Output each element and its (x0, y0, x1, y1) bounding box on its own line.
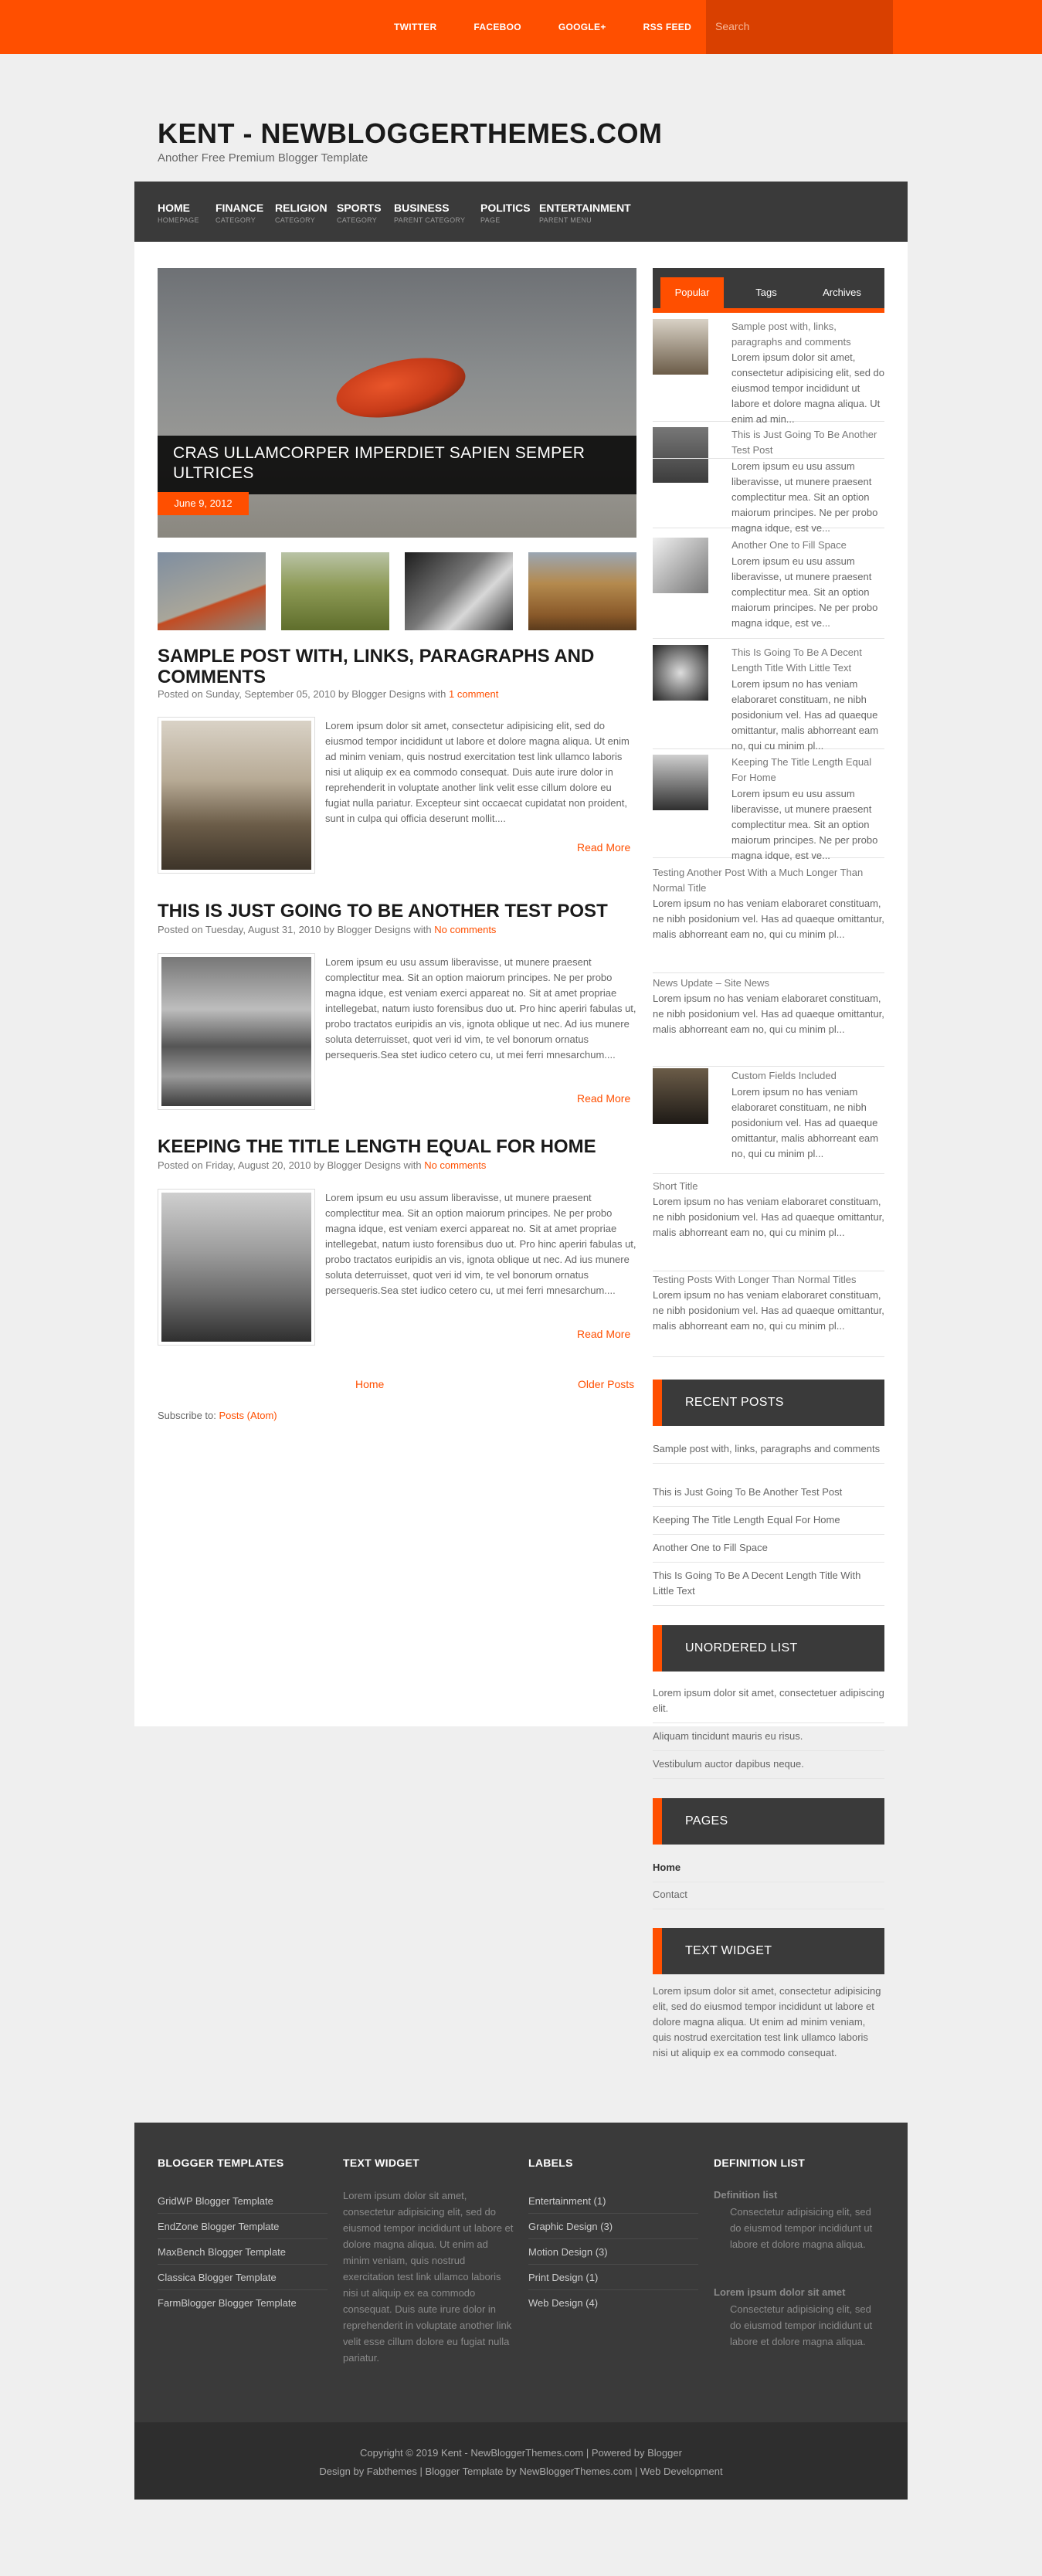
definition-desc-2: Consectetur adipisicing elit, sed do eiusmod tempor incididunt ut labore et dolore magna aliqua. (730, 2303, 873, 2347)
slider-image (331, 348, 471, 428)
definition-desc-1: Consectetur adipisicing elit, sed do eiusmod tempor incididunt ut labore et dolore magna aliqua. (730, 2206, 873, 2250)
footer-template-link-5[interactable]: FarmBlogger Blogger Template (158, 2297, 297, 2309)
menu-item-politics[interactable]: POLITICS PAGE (480, 202, 531, 224)
popular-item-7[interactable]: News Update – Site News Lorem ipsum no has veniam elaboraret constituam, ne nibh posidonium vel. Has ad quaeque omittantur, malis abhorreant eam no, qui cu minim pl... (653, 976, 884, 1067)
atom-feed-link[interactable]: Posts (Atom) (219, 1410, 277, 1421)
unordered-list-item-1: Lorem ipsum dolor sit amet, consectetuer adipiscing elit. (653, 1685, 884, 1723)
footer-template-link-2[interactable]: EndZone Blogger Template (158, 2221, 328, 2239)
footer-col1-title: BLOGGER TEMPLATES (158, 2157, 284, 2169)
slider-thumb-1[interactable] (158, 552, 266, 630)
popular-item-5[interactable]: Keeping The Title Length Equal For Home (731, 756, 872, 783)
site-title[interactable]: KENT - NEWBLOGGERTHEMES.COM (158, 117, 663, 149)
post-meta-3: Posted on Friday, August 20, 2010 by Blogger Designs with No comments (158, 1159, 487, 1171)
post-meta-2: Posted on Tuesday, August 31, 2010 by Blogger Designs with No comments (158, 924, 497, 935)
footer-col4-title: DEFINITION LIST (714, 2157, 806, 2169)
subscribe-links: Subscribe to: Posts (Atom) (158, 1410, 277, 1421)
read-more-3[interactable]: Read More (577, 1328, 631, 1340)
unordered-list-heading: UNORDERED LIST (653, 1625, 884, 1672)
twitter-link[interactable]: TWITTER (394, 22, 437, 32)
popular-item-2[interactable]: This is Just Going To Be Another Test Post (653, 427, 884, 459)
text-widget-heading: TEXT WIDGET (653, 1928, 884, 1974)
popular-text-4: Lorem ipsum no has veniam elaboraret constituam, ne nibh posidonium vel. Has ad quaeque omittantur, malis abhorreant eam no, qui cu minim pl... (653, 677, 884, 749)
text-widget-body: Lorem ipsum dolor sit amet, consectetur adipisicing elit, sed do eiusmod tempor incididunt ut labore et dolore magna aliqua. Ut enim ad minim veniam, quis nostrud exercitation test link ullamco laboris nisi ut aliquip ex ea commodo consequat. (653, 1985, 881, 2058)
unordered-list-item-2: Aliquam tincidunt mauris eu risus. (653, 1729, 884, 1751)
popular-text-3: Lorem ipsum eu usu assum liberavisse, ut munere praesent complectitur mea. Sit an option maiorum principes. Ne per probo magna idque, est ve... (653, 554, 884, 639)
post-title-3[interactable]: KEEPING THE TITLE LENGTH EQUAL FOR HOME (158, 1136, 596, 1157)
comments-link-1[interactable]: 1 comment (449, 688, 499, 700)
read-more-1[interactable]: Read More (577, 841, 631, 854)
footer-label-link-3[interactable]: Motion Design (3) (528, 2246, 698, 2265)
slider-thumb-2[interactable] (281, 552, 389, 630)
slider-thumb-4[interactable] (528, 552, 636, 630)
menu-item-entertainment[interactable]: ENTERTAINMENT PARENT MENU (539, 202, 631, 224)
site-description: Another Free Premium Blogger Template (158, 151, 368, 165)
definition-term-1: Definition list (714, 2189, 778, 2201)
recent-post-link-1[interactable]: Sample post with, links, paragraphs and comments (653, 1441, 884, 1464)
footer-template-link-3[interactable]: MaxBench Blogger Template (158, 2246, 328, 2265)
popular-item-1[interactable]: Sample post with, links, paragraphs and comments (653, 319, 884, 422)
popular-text-2: Lorem ipsum eu usu assum liberavisse, ut munere praesent complectitur mea. Sit an option maiorum principes. Ne per probo magna idque, est ve... (653, 459, 884, 528)
footer-label-link-2[interactable]: Graphic Design (3) (528, 2221, 698, 2239)
sidebar-tabs (653, 268, 884, 313)
facebook-link[interactable]: FACEBOO (473, 22, 521, 32)
slider-thumb-3[interactable] (405, 552, 513, 630)
post-image-2[interactable] (158, 953, 315, 1110)
social-nav (394, 0, 728, 54)
tab-archives[interactable]: Archives (823, 287, 861, 298)
read-more-2[interactable]: Read More (577, 1092, 631, 1105)
recent-posts-heading: RECENT POSTS (653, 1380, 884, 1426)
slider-date: June 9, 2012 (158, 492, 249, 515)
main-menu (134, 182, 908, 242)
footer-label-link-5[interactable]: Web Design (4) (528, 2297, 599, 2309)
menu-item-religion[interactable]: RELIGION CATEGORY (275, 202, 328, 224)
slider-caption[interactable]: CRAS ULLAMCORPER IMPERDIET SAPIEN SEMPER ULTRICES (158, 436, 636, 494)
post-excerpt-1: Lorem ipsum dolor sit amet, consectetur adipisicing elit, sed do eiusmod tempor incididunt ut labore et dolore magna aliqua. Ut enim ad minim veniam, quis nostrud exercitation test link ullamco laboris nisi ut aliquip ex ea commodo consequat. Duis aute irure dolor in reprehenderit in voluptate another link velit esse cillum dolore eu fugiat nulla pariatur. Excepteur sint occaecat cupidatat non proident, sunt in culpa qui officia deserunt mollit.... (325, 720, 630, 824)
post-title-2[interactable]: THIS IS JUST GOING TO BE ANOTHER TEST POST (158, 901, 608, 921)
footer-label-link-1[interactable]: Entertainment (1) (528, 2195, 698, 2214)
popular-text-5: Lorem ipsum eu usu assum liberavisse, ut munere praesent complectitur mea. Sit an option maiorum principes. Ne per probo magna idque, est ve... (653, 786, 884, 858)
footer-text-widget: Lorem ipsum dolor sit amet, consectetur adipisicing elit, sed do eiusmod tempor incididunt ut labore et dolore magna aliqua. Ut enim ad minim veniam, quis nostrud exercitation test link ullamco laboris nisi ut aliquip ex ea commodo consequat. Duis aute irure dolor in reprehenderit in voluptate another link velit esse cillum dolore eu fugiat nulla pariatur. (343, 2190, 514, 2364)
post-image-1[interactable] (158, 717, 315, 874)
footer-template-link-4[interactable]: Classica Blogger Template (158, 2272, 328, 2290)
recent-post-link-3[interactable]: Keeping The Title Length Equal For Home (653, 1512, 884, 1535)
recent-post-link-5[interactable]: This Is Going To Be A Decent Length Title With Little Text (653, 1568, 884, 1606)
google-plus-link[interactable]: GOOGLE+ (558, 22, 606, 32)
popular-item-10[interactable]: Testing Posts With Longer Than Normal Titles Lorem ipsum no has veniam elaboraret constituam, ne nibh posidonium vel. Has ad quaeque omittantur, malis abhorreant eam no, qui cu minim pl... (653, 1272, 884, 1357)
footer-col2-title: TEXT WIDGET (343, 2157, 419, 2169)
popular-item-8[interactable]: Custom Fields Included (731, 1070, 837, 1081)
menu-item-business[interactable]: BUSINESS PARENT CATEGORY (394, 202, 466, 224)
page-link-contact[interactable]: Contact (653, 1887, 884, 1909)
recent-post-link-2[interactable]: This is Just Going To Be Another Test Post (653, 1485, 884, 1507)
featured-slider[interactable] (158, 268, 636, 538)
post-title-1[interactable]: SAMPLE POST WITH, LINKS, PARAGRAPHS AND COMMENTS (158, 646, 595, 687)
footer-template-link-1[interactable]: GridWP Blogger Template (158, 2195, 328, 2214)
footer-bottom-bar (134, 2422, 908, 2500)
recent-post-link-4[interactable]: Another One to Fill Space (653, 1540, 884, 1563)
page-link-home[interactable]: Home (653, 1860, 884, 1882)
definition-term-2: Lorem ipsum dolor sit amet (714, 2286, 846, 2298)
footer-col3-title: LABELS (528, 2157, 573, 2169)
post-excerpt-3: Lorem ipsum eu usu assum liberavisse, ut munere praesent complectitur mea. Sit an option maiorum principes. Ne per probo magna idque, est veniam exerci appareat no. Sit at amet propriae intellegebat, natum iusto forensibus duo ut. Pro hinc aperiri fabulas ut, probo tractatos euripidis an vis, ignota oblique ut nec. Ad ius munere soluta deterruisset, quot veri id vim, te vel bonorum ornatus persequeris.Sea stet iudico cetero cu, ut mei ferri mnesarchum.... (325, 1192, 636, 1296)
post-excerpt-2: Lorem ipsum eu usu assum liberavisse, ut munere praesent complectitur mea. Sit an option maiorum principes. Ne per probo magna idque, est veniam exerci appareat no. Sit at amet propriae intellegebat, natum iusto forensibus duo ut. Pro hinc aperiri fabulas ut, probo tractatos euripidis an vis, ignota oblique ut nec. Ad ius munere soluta deterruisset, quot veri id vim, te vel bonorum ornatus persequeris.Sea stet iudico cetero cu, ut mei ferri mnesarchum.... (325, 956, 636, 1061)
copyright-text: Copyright © 2019 Kent - NewBloggerThemes.com | Powered by Blogger (360, 2447, 682, 2459)
footer-label-link-4[interactable]: Print Design (1) (528, 2272, 698, 2290)
pager-home-link[interactable]: Home (355, 1378, 385, 1390)
pages-heading: PAGES (653, 1798, 884, 1845)
post-meta-1: Posted on Sunday, September 05, 2010 by Blogger Designs with 1 comment (158, 688, 499, 700)
rss-feed-link[interactable]: RSS FEED (643, 22, 692, 32)
comments-link-2[interactable]: No comments (434, 924, 497, 935)
popular-text-8: Lorem ipsum no has veniam elaboraret constituam, ne nibh posidonium vel. Has ad quaeque omittantur, malis abhorreant eam no, qui cu minim pl... (653, 1084, 884, 1174)
post-image-3[interactable] (158, 1189, 315, 1346)
popular-item-6[interactable]: Testing Another Post With a Much Longer Than Normal Title Lorem ipsum no has veniam elaboraret constituam, ne nibh posidonium vel. Has ad quaeque omittantur, malis abhorreant eam no, qui cu minim pl... (653, 865, 884, 973)
unordered-list-item-3: Vestibulum auctor dapibus neque. (653, 1756, 884, 1779)
popular-item-3[interactable]: Another One to Fill Space (731, 539, 847, 551)
credits-text: Design by Fabthemes | Blogger Template by NewBloggerThemes.com | Web Development (319, 2466, 723, 2477)
popular-text-1: Lorem ipsum dolor sit amet, consectetur adipisicing elit, sed do eiusmod tempor incididunt ut labore et dolore magna aliqua. Ut enim ad min... (731, 351, 885, 425)
search-input[interactable]: Search (706, 0, 893, 54)
menu-item-sports[interactable]: SPORTS CATEGORY (337, 202, 382, 224)
comments-link-3[interactable]: No comments (424, 1159, 487, 1171)
tab-tags[interactable]: Tags (755, 287, 777, 298)
popular-item-4[interactable]: This Is Going To Be A Decent Length Title With Little Text (731, 647, 862, 674)
pager-older-posts-link[interactable]: Older Posts (578, 1378, 635, 1390)
menu-item-home[interactable]: HOME HOMEPAGE (158, 202, 199, 224)
menu-item-finance[interactable]: FINANCE CATEGORY (216, 202, 264, 224)
tab-popular[interactable]: Popular (660, 277, 724, 308)
popular-item-9[interactable]: Short Title Lorem ipsum no has veniam elaboraret constituam, ne nibh posidonium vel. Has ad quaeque omittantur, malis abhorreant eam no, qui cu minim pl... (653, 1179, 884, 1271)
